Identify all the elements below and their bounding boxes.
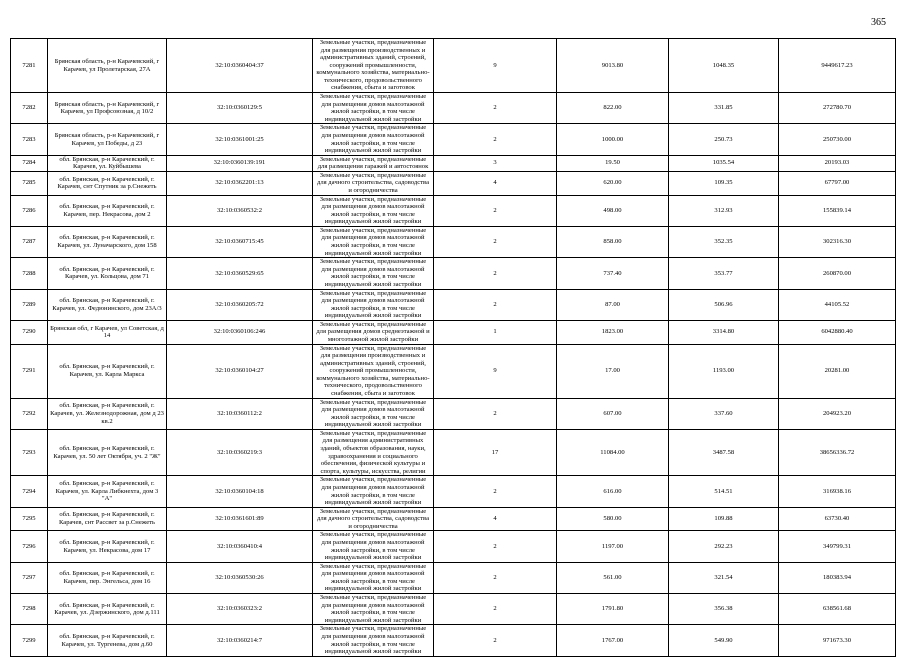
cadastral-value-cell: 63730.40 xyxy=(779,507,896,531)
address-cell: Брянская область, р-н Карачевский, г Карачев, ул Профсоюзная, д 10/2 xyxy=(48,93,167,124)
specific-value-cell: 1048.35 xyxy=(669,39,779,93)
land-use-cell: Земельные участки, предназначенные для размещения домов малоэтажной жилой застройки, в том числе индивидуальной жилой застройки xyxy=(313,562,434,593)
area-cell: 1197.00 xyxy=(557,531,669,562)
specific-value-cell: 356.38 xyxy=(669,594,779,625)
cadastral-number-cell: 32:10:0360532:2 xyxy=(167,195,313,226)
land-use-cell: Земельные участки, предназначенные для размещения домов малоэтажной жилой застройки, в том числе индивидуальной жилой застройки xyxy=(313,289,434,320)
cadastral-number-cell: 32:10:0360205:72 xyxy=(167,289,313,320)
address-cell: обл. Брянская, р-н Карачевский, г. Карачев, ул. Карла Маркса xyxy=(48,344,167,398)
cadastral-number-cell: 32:10:0360112:2 xyxy=(167,398,313,429)
use-type-code-cell: 2 xyxy=(434,258,557,289)
cadastral-value-cell: 6042880.40 xyxy=(779,320,896,344)
use-type-code-cell: 2 xyxy=(434,594,557,625)
cadastral-value-cell: 20193.03 xyxy=(779,155,896,171)
use-type-code-cell: 4 xyxy=(434,171,557,195)
row-number: 7290 xyxy=(11,320,48,344)
row-number: 7293 xyxy=(11,429,48,475)
cadastral-value-cell: 316938.16 xyxy=(779,476,896,507)
table-row xyxy=(11,39,896,93)
area-cell: 87.00 xyxy=(557,289,669,320)
cadastral-number-cell: 32:10:0360106:246 xyxy=(167,320,313,344)
area-cell: 607.00 xyxy=(557,398,669,429)
row-number: 7295 xyxy=(11,507,48,531)
land-use-cell: Земельные участки, предназначенные для размещения домов малоэтажной жилой застройки, в том числе индивидуальной жилой застройки xyxy=(313,476,434,507)
cadastral-number-cell: 32:10:0360404:37 xyxy=(167,39,313,93)
use-type-code-cell: 2 xyxy=(434,562,557,593)
use-type-code-cell: 3 xyxy=(434,155,557,171)
specific-value-cell: 337.60 xyxy=(669,398,779,429)
cadastral-number-cell: 32:10:0360214:7 xyxy=(167,625,313,656)
specific-value-cell: 3314.80 xyxy=(669,320,779,344)
land-use-cell: Земельные участки, предназначенные для размещения производственных и административных зданий, строений, сооружений промышленности, коммунального хозяйства, материально-технического, продовольственного снабжения, сбыта и заготовок xyxy=(313,344,434,398)
use-type-code-cell: 9 xyxy=(434,344,557,398)
area-cell: 620.00 xyxy=(557,171,669,195)
row-number: 7294 xyxy=(11,476,48,507)
area-cell: 1767.00 xyxy=(557,625,669,656)
address-cell: Брянская область, р-н Карачевский, г Карачев, ул Победы, д 23 xyxy=(48,124,167,155)
specific-value-cell: 109.88 xyxy=(669,507,779,531)
use-type-code-cell: 2 xyxy=(434,93,557,124)
land-use-cell: Земельные участки, предназначенные для размещения домов малоэтажной жилой застройки, в том числе индивидуальной жилой застройки xyxy=(313,398,434,429)
address-cell: обл. Брянская, р-н Карачевский, г. Карачев, ул. Тургенева, дом д.60 xyxy=(48,625,167,656)
address-cell: обл. Брянская, р-н Карачевский, г. Карачев, ул. Железнодорожная, дом д 23 кв.2 xyxy=(48,398,167,429)
land-use-cell: Земельные участки, предназначенные для размещения домов малоэтажной жилой застройки, в том числе индивидуальной жилой застройки xyxy=(313,531,434,562)
row-number: 7296 xyxy=(11,531,48,562)
row-number: 7285 xyxy=(11,171,48,195)
cadastral-number-cell: 32:10:0360715:45 xyxy=(167,226,313,257)
row-number: 7299 xyxy=(11,625,48,656)
land-use-cell: Земельные участки, предназначенные для размещения домов малоэтажной жилой застройки, в том числе индивидуальной жилой застройки xyxy=(313,93,434,124)
row-number: 7297 xyxy=(11,562,48,593)
area-cell: 19.50 xyxy=(557,155,669,171)
specific-value-cell: 1193.00 xyxy=(669,344,779,398)
table-row xyxy=(11,155,896,171)
table-row xyxy=(11,476,896,507)
table-row xyxy=(11,344,896,398)
area-cell: 9013.80 xyxy=(557,39,669,93)
row-number: 7287 xyxy=(11,226,48,257)
cadastral-value-cell: 204923.20 xyxy=(779,398,896,429)
table-row xyxy=(11,398,896,429)
registry-body xyxy=(11,39,896,657)
address-cell: обл. Брянская, р-н Карачевский, г. Карачев, ул. Кольцова, дом 71 xyxy=(48,258,167,289)
address-cell: обл. Брянская, р-н Карачевский, г. Карачев, снт Рассвет за р.Снежеть xyxy=(48,507,167,531)
row-number: 7284 xyxy=(11,155,48,171)
use-type-code-cell: 2 xyxy=(434,398,557,429)
area-cell: 498.00 xyxy=(557,195,669,226)
area-cell: 580.00 xyxy=(557,507,669,531)
table-row xyxy=(11,531,896,562)
cadastral-number-cell: 32:10:0360104:27 xyxy=(167,344,313,398)
address-cell: обл. Брянская, р-н Карачевский, г. Карачев, снт Спутник за р.Снежеть xyxy=(48,171,167,195)
use-type-code-cell: 2 xyxy=(434,195,557,226)
land-use-cell: Земельные участки, предназначенные для размещения административных зданий, объектов образования, науки, здравоохранения и социального обеспечения, физической культуры и спорта, культуры, искусства, религии xyxy=(313,429,434,475)
cadastral-number-cell: 32:10:0360323:2 xyxy=(167,594,313,625)
specific-value-cell: 292.23 xyxy=(669,531,779,562)
address-cell: обл. Брянская, р-н Карачевский, г. Карачев, ул. Куйбышева xyxy=(48,155,167,171)
address-cell: Брянская обл, г Карачев, ул Советская, д 14 xyxy=(48,320,167,344)
area-cell: 17.00 xyxy=(557,344,669,398)
land-use-cell: Земельные участки, предназначенные для размещения производственных и административных зданий, строений, сооружений промышленности, коммунального хозяйства, материально-технического, продовольственного снабжения, сбыта и заготовок xyxy=(313,39,434,93)
land-use-cell: Земельные участки, предназначенные для размещения домов малоэтажной жилой застройки, в том числе индивидуальной жилой застройки xyxy=(313,625,434,656)
row-number: 7289 xyxy=(11,289,48,320)
cadastral-number-cell: 32:10:0362201:13 xyxy=(167,171,313,195)
table-row xyxy=(11,93,896,124)
cadastral-value-cell: 20281.00 xyxy=(779,344,896,398)
use-type-code-cell: 4 xyxy=(434,507,557,531)
registry-table xyxy=(10,38,896,657)
cadastral-number-cell: 32:10:0360219:3 xyxy=(167,429,313,475)
cadastral-value-cell: 971673.30 xyxy=(779,625,896,656)
row-number: 7282 xyxy=(11,93,48,124)
specific-value-cell: 549.90 xyxy=(669,625,779,656)
table-row xyxy=(11,171,896,195)
cadastral-number-cell: 32:10:0361601:89 xyxy=(167,507,313,531)
land-use-cell: Земельные участки, предназначенные для дачного строительства, садоводства и огородничества xyxy=(313,507,434,531)
cadastral-value-cell: 638561.68 xyxy=(779,594,896,625)
area-cell: 822.00 xyxy=(557,93,669,124)
row-number: 7281 xyxy=(11,39,48,93)
cadastral-number-cell: 32:10:0360530:26 xyxy=(167,562,313,593)
cadastral-value-cell: 349799.31 xyxy=(779,531,896,562)
page-number: 365 xyxy=(871,17,886,28)
cadastral-value-cell: 67797.00 xyxy=(779,171,896,195)
area-cell: 858.00 xyxy=(557,226,669,257)
land-use-cell: Земельные участки, предназначенные для размещения домов малоэтажной жилой застройки, в том числе индивидуальной жилой застройки xyxy=(313,124,434,155)
table-row xyxy=(11,429,896,475)
land-use-cell: Земельные участки, предназначенные для размещения домов малоэтажной жилой застройки, в том числе индивидуальной жилой застройки xyxy=(313,594,434,625)
table-row xyxy=(11,625,896,656)
address-cell: обл. Брянская, р-н Карачевский, г. Карачев, ул. Федюнинского, дом 23А/3 xyxy=(48,289,167,320)
cadastral-number-cell: 32:10:0360129:5 xyxy=(167,93,313,124)
row-number: 7283 xyxy=(11,124,48,155)
row-number: 7286 xyxy=(11,195,48,226)
table-row xyxy=(11,320,896,344)
cadastral-value-cell: 38656336.72 xyxy=(779,429,896,475)
cadastral-number-cell: 32:10:0361001:25 xyxy=(167,124,313,155)
cadastral-value-cell: 180383.94 xyxy=(779,562,896,593)
specific-value-cell: 109.35 xyxy=(669,171,779,195)
cadastral-value-cell: 250730.00 xyxy=(779,124,896,155)
address-cell: обл. Брянская, р-н Карачевский, г. Карачев, ул. Карла Либкнехта, дом 3 "А" xyxy=(48,476,167,507)
use-type-code-cell: 2 xyxy=(434,531,557,562)
address-cell: Брянская область, р-н Карачевский, г Карачев, ул Пролетарская, 27А xyxy=(48,39,167,93)
specific-value-cell: 1035.54 xyxy=(669,155,779,171)
land-use-cell: Земельные участки, предназначенные для размещения домов малоэтажной жилой застройки, в том числе индивидуальной жилой застройки xyxy=(313,258,434,289)
row-number: 7298 xyxy=(11,594,48,625)
row-number: 7288 xyxy=(11,258,48,289)
table-row xyxy=(11,507,896,531)
use-type-code-cell: 2 xyxy=(434,476,557,507)
land-use-cell: Земельные участки, предназначенные для размещения домов среднеэтажной и многоэтажной жилой застройки xyxy=(313,320,434,344)
cadastral-value-cell: 302316.30 xyxy=(779,226,896,257)
area-cell: 616.00 xyxy=(557,476,669,507)
area-cell: 1000.00 xyxy=(557,124,669,155)
specific-value-cell: 3487.58 xyxy=(669,429,779,475)
specific-value-cell: 321.54 xyxy=(669,562,779,593)
table-row xyxy=(11,195,896,226)
specific-value-cell: 331.85 xyxy=(669,93,779,124)
cadastral-value-cell: 44105.52 xyxy=(779,289,896,320)
land-use-cell: Земельные участки, предназначенные для размещения домов малоэтажной жилой застройки, в том числе индивидуальной жилой застройки xyxy=(313,195,434,226)
cadastral-number-cell: 32:10:0360410:4 xyxy=(167,531,313,562)
address-cell: обл. Брянская, р-н Карачевский, г. Карачев, ул. Луначарского, дом 158 xyxy=(48,226,167,257)
land-use-cell: Земельные участки, предназначенные для размещения домов малоэтажной жилой застройки, в том числе индивидуальной жилой застройки xyxy=(313,226,434,257)
land-use-cell: Земельные участки, предназначенные для дачного строительства, садоводства и огородничества xyxy=(313,171,434,195)
use-type-code-cell: 2 xyxy=(434,124,557,155)
specific-value-cell: 312.93 xyxy=(669,195,779,226)
table-row xyxy=(11,562,896,593)
area-cell: 1823.00 xyxy=(557,320,669,344)
table-row xyxy=(11,258,896,289)
area-cell: 11084.00 xyxy=(557,429,669,475)
specific-value-cell: 352.35 xyxy=(669,226,779,257)
address-cell: обл. Брянская, р-н Карачевский, г. Карачев, пер. Некрасова, дом 2 xyxy=(48,195,167,226)
specific-value-cell: 353.77 xyxy=(669,258,779,289)
table-row xyxy=(11,226,896,257)
address-cell: обл. Брянская, р-н Карачевский, г. Карачев, ул. 50 лет Октября, уч. 2 "Ж" xyxy=(48,429,167,475)
specific-value-cell: 506.96 xyxy=(669,289,779,320)
use-type-code-cell: 2 xyxy=(434,625,557,656)
area-cell: 1791.80 xyxy=(557,594,669,625)
table-row xyxy=(11,289,896,320)
cadastral-number-cell: 32:10:0360104:18 xyxy=(167,476,313,507)
cadastral-value-cell: 260870.00 xyxy=(779,258,896,289)
address-cell: обл. Брянская, р-н Карачевский, г. Карачев, ул. Некрасова, дом 17 xyxy=(48,531,167,562)
use-type-code-cell: 9 xyxy=(434,39,557,93)
cadastral-value-cell: 272780.70 xyxy=(779,93,896,124)
cadastral-number-cell: 32:10:0360529:65 xyxy=(167,258,313,289)
cadastral-value-cell: 9449617.23 xyxy=(779,39,896,93)
row-number: 7292 xyxy=(11,398,48,429)
cadastral-value-cell: 155839.14 xyxy=(779,195,896,226)
specific-value-cell: 514.51 xyxy=(669,476,779,507)
use-type-code-cell: 1 xyxy=(434,320,557,344)
use-type-code-cell: 2 xyxy=(434,226,557,257)
use-type-code-cell: 17 xyxy=(434,429,557,475)
area-cell: 737.40 xyxy=(557,258,669,289)
row-number: 7291 xyxy=(11,344,48,398)
address-cell: обл. Брянская, р-н Карачевский, г. Карачев, пер. Энгельса, дом 16 xyxy=(48,562,167,593)
use-type-code-cell: 2 xyxy=(434,289,557,320)
area-cell: 561.00 xyxy=(557,562,669,593)
address-cell: обл. Брянская, р-н Карачевский, г. Карачев, ул. Дзержинского, дом д.111 xyxy=(48,594,167,625)
table-row xyxy=(11,594,896,625)
land-use-cell: Земельные участки, предназначенные для размещения гаражей и автостоянок xyxy=(313,155,434,171)
table-row xyxy=(11,124,896,155)
specific-value-cell: 250.73 xyxy=(669,124,779,155)
cadastral-number-cell: 32:10:0360139:191 xyxy=(167,155,313,171)
